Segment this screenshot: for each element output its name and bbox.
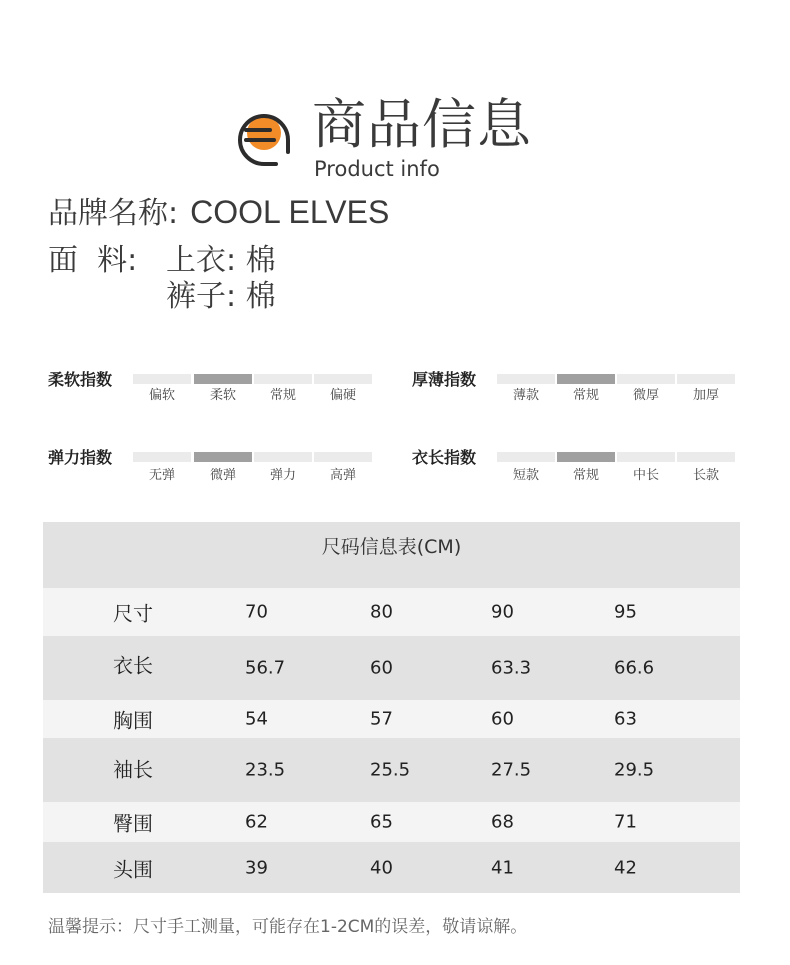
table-cell: 80 (370, 601, 393, 623)
index-option: 中长 (632, 468, 659, 483)
index-segment (314, 374, 372, 384)
index-segment (497, 374, 555, 384)
index-option: 偏软 (148, 388, 175, 403)
index-segment (314, 452, 372, 462)
index-option: 弹力 (269, 468, 296, 483)
table-cell: 41 (491, 857, 514, 878)
row-header: 臀围 (113, 811, 153, 836)
brand-value: COOL ELVES (190, 194, 390, 230)
table-row (43, 700, 740, 738)
table-cell: 60 (370, 657, 393, 679)
index-label: 厚薄指数 (412, 370, 477, 389)
index-option: 长款 (692, 468, 719, 483)
table-title: 尺码信息表(CM) (321, 536, 462, 558)
info-menu-icon (228, 108, 296, 168)
index-segment-selected (557, 452, 615, 462)
index-segment-selected (557, 374, 615, 384)
softness-index (48, 369, 378, 409)
table-cell: 42 (614, 857, 637, 878)
index-option: 常规 (269, 388, 296, 403)
table-cell: 56.7 (245, 657, 286, 679)
table-row (43, 738, 740, 802)
index-option: 加厚 (692, 388, 719, 403)
table-cell: 63.3 (491, 657, 532, 679)
table-cell: 27.5 (491, 759, 532, 781)
index-option: 微弹 (209, 468, 236, 483)
table-cell: 39 (245, 857, 268, 878)
size-table (43, 522, 740, 893)
table-cell: 60 (491, 708, 514, 730)
index-option: 偏硬 (329, 388, 356, 403)
index-segment (497, 452, 555, 462)
index-segment (254, 374, 312, 384)
length-index (412, 447, 742, 487)
table-row (43, 588, 740, 636)
table-cell: 63 (614, 708, 637, 730)
table-cell: 40 (370, 857, 393, 878)
index-label: 柔软指数 (48, 370, 113, 389)
index-segment (133, 374, 191, 384)
table-cell: 71 (614, 811, 637, 833)
index-segment (617, 452, 675, 462)
index-option: 无弹 (148, 468, 175, 483)
table-cell: 23.5 (245, 759, 286, 781)
row-header: 袖长 (113, 757, 153, 782)
index-segment-selected (194, 374, 252, 384)
table-row (43, 842, 740, 893)
table-cell: 57 (370, 708, 393, 730)
table-cell: 62 (245, 811, 268, 833)
row-header: 胸围 (113, 708, 153, 733)
table-cell: 70 (245, 601, 268, 623)
index-option: 短款 (512, 468, 539, 483)
thickness-index (412, 369, 742, 409)
brand-label: 品牌名称: (48, 196, 179, 231)
measurement-tip: 温馨提示：尺寸手工测量，可能存在1-2CM的误差，敬请谅解。 (48, 917, 528, 937)
row-header: 尺寸 (113, 601, 153, 626)
index-segment (133, 452, 191, 462)
brand-line (48, 194, 389, 232)
table-cell: 29.5 (614, 759, 655, 781)
table-cell: 25.5 (370, 759, 411, 781)
index-segment (617, 374, 675, 384)
table-cell: 90 (491, 601, 514, 623)
index-option: 常规 (572, 388, 599, 403)
table-row (43, 802, 740, 842)
elasticity-index (48, 447, 378, 487)
fabric-label: 面 料: (48, 243, 138, 278)
table-cell: 54 (245, 708, 268, 730)
index-segment-selected (194, 452, 252, 462)
index-segment (677, 374, 735, 384)
fabric-top: 上衣: 棉 (166, 243, 276, 278)
index-option: 微厚 (632, 388, 659, 403)
index-option: 柔软 (209, 388, 236, 403)
table-cell: 66.6 (614, 657, 655, 679)
fabric-bottom: 裤子: 棉 (166, 279, 276, 314)
index-label: 衣长指数 (412, 448, 477, 467)
page-subtitle: Product info (314, 157, 440, 181)
table-cell: 68 (491, 811, 514, 833)
table-row (43, 636, 740, 700)
table-cell: 65 (370, 811, 393, 833)
index-option: 薄款 (512, 388, 539, 403)
row-header: 衣长 (113, 653, 153, 678)
table-cell: 95 (614, 601, 637, 623)
index-option: 常规 (572, 468, 599, 483)
index-label: 弹力指数 (48, 448, 113, 467)
index-segment (254, 452, 312, 462)
index-segment (677, 452, 735, 462)
page-title: 商品信息 (312, 93, 532, 156)
index-option: 高弹 (329, 468, 356, 483)
row-header: 头围 (113, 857, 153, 881)
